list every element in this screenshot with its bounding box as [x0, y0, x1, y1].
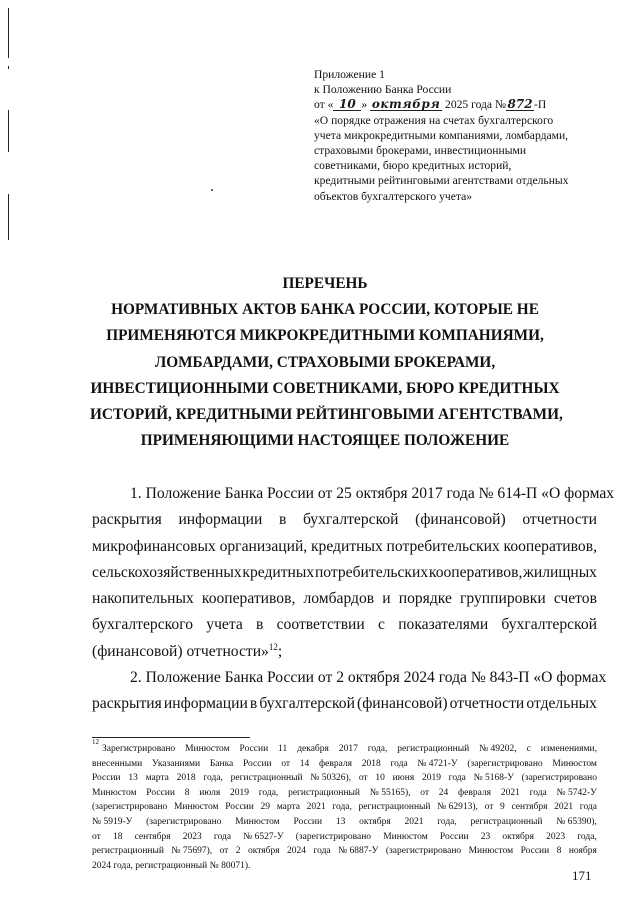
- word: России: [239, 744, 269, 754]
- word: Минюстом: [383, 831, 428, 842]
- word: 11: [278, 744, 288, 754]
- word: регистрационный: [358, 802, 431, 813]
- date-prefix: от «: [314, 98, 334, 112]
- title-line: ПРИМЕНЯЮЩИМИ НАСТОЯЩЕЕ ПОЛОЖЕНИЕ: [140, 432, 510, 450]
- word: кооперативов,: [201, 590, 296, 608]
- word: (зарегистрировано: [521, 773, 597, 784]
- word: года: [448, 773, 466, 784]
- word: отчетности: [522, 511, 597, 529]
- word: бухгалтерской: [501, 616, 597, 634]
- word: года,: [203, 773, 223, 784]
- word: Указаниями: [151, 758, 201, 769]
- word: № 49202,: [479, 744, 517, 754]
- word: года: [390, 758, 408, 769]
- word: бухгалтерской: [259, 695, 355, 713]
- word: 8: [556, 846, 562, 857]
- word: № 65390),: [556, 816, 597, 827]
- word: (финансовой): [357, 695, 448, 713]
- word: России: [242, 758, 272, 769]
- footnote-line: [92, 830, 597, 845]
- word: июля: [199, 787, 221, 798]
- document-body: [92, 481, 615, 718]
- appendix-subject-line: советниками, бюро кредитных историй,: [314, 159, 512, 173]
- number-suffix: -П: [534, 98, 547, 112]
- word: бухгалтерской: [302, 511, 399, 529]
- word: Зарегистрировано: [102, 744, 176, 754]
- word: отдельных: [526, 695, 597, 713]
- word: и: [382, 590, 391, 608]
- scan-speck: [211, 189, 213, 191]
- scan-edge-mark: [8, 110, 9, 152]
- word: 2019: [230, 787, 249, 798]
- word: ломбардов: [303, 590, 375, 608]
- word: Минюстом: [185, 744, 230, 754]
- word: (зарегистрировано: [467, 758, 543, 769]
- handwritten-day: 10: [333, 98, 361, 111]
- footnote-line: [92, 800, 597, 815]
- word: отчетности: [449, 695, 525, 713]
- word: сентября: [511, 802, 548, 813]
- footnote-number: 12: [92, 738, 99, 746]
- word: России: [439, 831, 469, 842]
- word: года,: [332, 802, 352, 813]
- word: кооперативов,: [503, 537, 597, 555]
- word: 29: [260, 802, 271, 813]
- word: 9: [500, 802, 505, 813]
- word: февраля: [319, 758, 353, 769]
- appendix-subject-line: учета микрокредитными компаниями, ломбардами,: [314, 128, 569, 142]
- word: соответствии: [276, 616, 365, 634]
- word: потребительских: [386, 537, 500, 555]
- word: России: [293, 816, 323, 827]
- word: регистрационный: [92, 846, 164, 857]
- item-2-line: [92, 691, 597, 717]
- word: года,: [367, 744, 388, 754]
- footnote-line: [92, 771, 597, 786]
- title-line: ИСТОРИЙ, КРЕДИТНЫМИ РЕЙТИНГОВЫМИ АГЕНТСТВАМИ,: [90, 406, 563, 424]
- word: кредитных: [310, 537, 383, 555]
- word: регистрационный: [470, 816, 543, 827]
- word: от: [358, 773, 368, 784]
- word: 2: [235, 846, 241, 857]
- word: России: [520, 846, 550, 857]
- title-line: ИНВЕСТИЦИОННЫМИ СОВЕТНИКАМИ, БЮРО КРЕДИТНЫХ: [90, 379, 560, 397]
- word: раскрытия: [92, 511, 162, 529]
- word: № 6527-У: [243, 831, 284, 842]
- word: от: [281, 758, 291, 769]
- word: в: [256, 616, 264, 634]
- handwritten-number: 872: [507, 97, 533, 112]
- item-1-line: 1. Положение Банка России от 25 октября 2017 года № 614-П «О формах: [130, 485, 615, 502]
- word: 18: [112, 831, 123, 842]
- item-1-line: [92, 639, 597, 665]
- word: 2017: [338, 744, 358, 754]
- word: № 50326),: [310, 773, 352, 784]
- word: (зарегистрировано: [385, 846, 462, 857]
- word: бухгалтерского: [92, 616, 194, 634]
- word: группировки: [460, 590, 546, 608]
- word: внесенными: [92, 758, 143, 769]
- item-1-end: ;: [277, 642, 283, 660]
- word: сельскохозяйственных: [92, 563, 242, 581]
- word: года: [213, 831, 232, 842]
- word: микрофинансовых: [92, 537, 216, 555]
- footnote-divider: [92, 737, 250, 738]
- word: России: [225, 802, 254, 813]
- scan-edge-mark: [8, 194, 9, 240]
- word: России: [92, 773, 121, 784]
- title-line: ПЕРЕЧЕНЬ: [282, 275, 368, 292]
- word: жилищных: [523, 563, 597, 581]
- word: 2019: [421, 773, 441, 784]
- appendix-subject-line: страховыми брокерами, инвестиционными: [314, 144, 527, 158]
- title-line: ЛОМБАРДАМИ, СТРАХОВЫМИ БРОКЕРАМИ,: [154, 353, 496, 371]
- word: марта: [276, 802, 300, 813]
- word: 2023: [546, 831, 566, 842]
- date-year: 2025 года №: [445, 98, 507, 112]
- word: 2021: [306, 802, 326, 813]
- word: информации: [163, 695, 248, 713]
- word: года: [529, 787, 547, 798]
- appendix-subject-line: объектов бухгалтерского учета»: [314, 189, 473, 203]
- word: сентября: [134, 831, 171, 842]
- word: показателями: [398, 616, 489, 634]
- word: 2024: [287, 846, 306, 857]
- date-separator: »: [361, 98, 368, 112]
- word: № 75697),: [171, 846, 213, 857]
- footnote-line: [92, 757, 597, 772]
- word: от: [420, 787, 430, 798]
- word: № 5919-У: [92, 816, 133, 827]
- word: 2018: [361, 758, 381, 769]
- word: ноября: [568, 846, 597, 857]
- word: Минюстом: [92, 787, 137, 798]
- word: № 5168-У: [473, 773, 514, 784]
- appendix-date-line: [314, 97, 614, 112]
- footnote-ref: 12: [268, 641, 278, 652]
- appendix-header: [314, 67, 614, 204]
- word: от: [92, 831, 101, 842]
- item-1-line: [92, 534, 597, 560]
- word: накопительных: [92, 590, 194, 608]
- word: раскрытия: [92, 695, 162, 713]
- word: 2018: [176, 773, 196, 784]
- word: кооперативов,: [428, 563, 523, 581]
- footnote-line: [92, 815, 597, 830]
- footnote: [92, 738, 597, 873]
- title-line: ПРИМЕНЯЮТСЯ МИКРОКРЕДИТНЫМИ КОМПАНИЯМИ,: [106, 327, 544, 345]
- page-number: 171: [572, 868, 592, 883]
- word: года: [313, 846, 331, 857]
- word: (зарегистрировано: [92, 802, 168, 813]
- footnote-line: 2024 года, регистрационный № 80071).: [92, 860, 251, 871]
- word: № 55165),: [369, 787, 411, 798]
- word: октября: [247, 846, 280, 857]
- word: № 62913),: [437, 802, 478, 813]
- word: 14: [299, 758, 310, 769]
- word: года,: [437, 816, 457, 827]
- word: № 6887-У: [338, 846, 379, 857]
- word: (зарегистрировано: [295, 831, 372, 842]
- word: от: [219, 846, 229, 857]
- word: организаций,: [219, 537, 308, 555]
- item-1-line: [92, 612, 597, 638]
- word: № 4721-У: [417, 758, 458, 769]
- item-1-line: [92, 560, 597, 586]
- handwritten-month: октября: [371, 97, 441, 112]
- footnote-line: [92, 844, 597, 859]
- footnote-line: [92, 786, 597, 801]
- word: февраля: [458, 787, 492, 798]
- word: 2023: [182, 831, 202, 842]
- word: Минюстом: [173, 802, 219, 813]
- word: 2021: [404, 816, 424, 827]
- footnote-line-text: [102, 742, 597, 757]
- word: Минюстом: [552, 758, 597, 769]
- appendix-subject-line: «О порядке отражения на счетах бухгалтерского: [314, 113, 554, 127]
- word: 8: [184, 787, 190, 798]
- word: октября: [502, 831, 534, 842]
- footnote-line: [92, 738, 597, 757]
- appendix-line: Приложение 1: [314, 68, 385, 81]
- document-title: [90, 271, 563, 454]
- word: с: [378, 616, 385, 634]
- item-2-line: 2. Положение Банка России от 2 октября 2024 года № 843-П «О формах: [130, 669, 607, 687]
- item-1-tail: (финансовой) отчетности»: [92, 642, 269, 660]
- word: (финансовой): [415, 511, 506, 529]
- word: изменениями,: [540, 744, 597, 754]
- word: регистрационный: [230, 773, 303, 784]
- word: 23: [480, 831, 491, 842]
- word: регистрационный: [288, 787, 361, 798]
- word: 13: [335, 816, 346, 827]
- word: марта: [145, 773, 169, 784]
- word: счетов: [553, 590, 597, 608]
- word: октября: [359, 816, 391, 827]
- word: России: [146, 787, 175, 798]
- word: потребительских: [314, 563, 429, 581]
- word: Банка: [209, 758, 234, 769]
- word: декабря: [297, 744, 329, 754]
- scan-edge-mark: [8, 8, 9, 58]
- word: года,: [577, 831, 597, 842]
- word: № 5742-У: [556, 787, 597, 798]
- appendix-subject-line: кредитными рейтинговыми агентствами отдельных: [314, 174, 569, 188]
- word: от: [484, 802, 494, 813]
- word: года,: [258, 787, 279, 798]
- word: (зарегистрировано: [146, 816, 222, 827]
- word: года: [579, 802, 597, 813]
- word: с: [526, 744, 531, 754]
- word: в: [278, 511, 287, 529]
- word: учета: [206, 616, 243, 634]
- word: порядке: [398, 590, 452, 608]
- word: кредитных: [242, 563, 315, 581]
- appendix-line: к Положению Банка России: [314, 83, 452, 97]
- word: в: [249, 695, 258, 713]
- scan-edge-mark: [8, 66, 9, 69]
- word: информации: [178, 511, 263, 529]
- word: Минюстом: [468, 846, 514, 857]
- title-line: НОРМАТИВНЫХ АКТОВ БАНКА РОССИИ, КОТОРЫЕ НЕ: [111, 301, 539, 319]
- word: 10: [375, 773, 385, 784]
- word: регистрационный: [397, 744, 470, 754]
- word: июня: [392, 773, 415, 784]
- word: 2021: [554, 802, 574, 813]
- word: 24: [438, 787, 449, 798]
- word: 13: [128, 773, 138, 784]
- word: 2021: [500, 787, 520, 798]
- word: Минюстом: [235, 816, 280, 827]
- item-1-line: [92, 507, 597, 533]
- item-1-line: [92, 586, 597, 612]
